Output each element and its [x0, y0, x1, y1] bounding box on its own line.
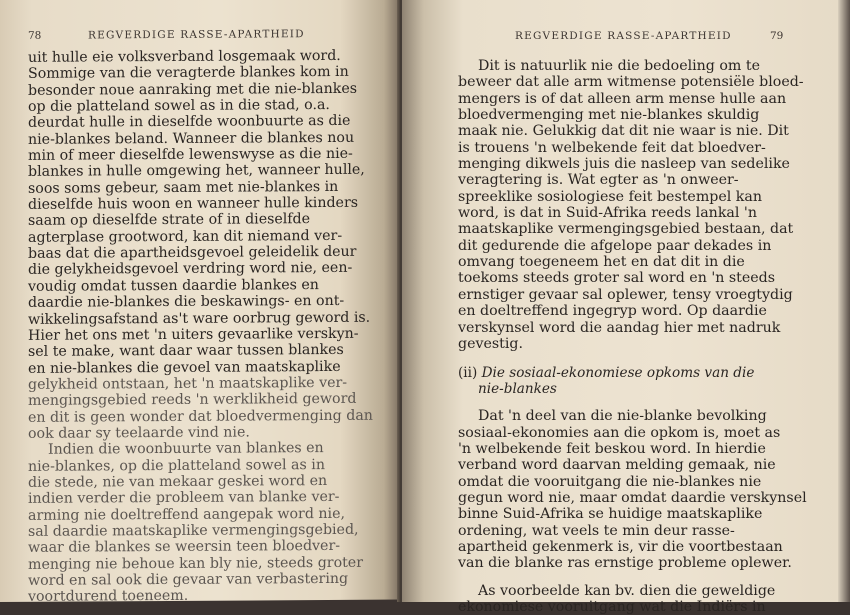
text-line: en nie-blankes die gevoel van maatskaplike — [28, 358, 341, 377]
text-line: sal daardie maatskaplike vermengingsgebied, — [28, 521, 359, 540]
text-line: van die blanke ras ernstige probleme oplewer. — [458, 555, 792, 572]
text-line: agterplase grootword, kan dit niemand ver- — [28, 227, 343, 246]
text-line: dieselfde huis woon en wanneer hulle kinders — [28, 194, 359, 213]
text-line: As voorbeelde kan bv. dien die geweldige — [478, 582, 776, 599]
running-head: REGVERDIGE RASSE-APARTHEID — [88, 28, 305, 42]
text-line: binne Suid-Afrika se huidige maatskaplike — [458, 506, 763, 523]
page-edge — [838, 0, 850, 602]
left-page — [0, 0, 400, 606]
text-line: omvang toegeneem het en dat dit in die — [458, 254, 745, 271]
text-line: verband word daarvan melding gemaak, nie — [458, 457, 776, 474]
text-line: beweer dat alle arm witmense potensiële bloed- — [458, 74, 804, 91]
text-line: die stede, nie van mekaar geskei word en — [28, 472, 328, 491]
text-line: en doeltreffend ingegryp word. Op daardie — [458, 303, 767, 320]
section-heading — [458, 366, 804, 397]
text-line: word en sal ook die gevaar van verbastering — [28, 570, 349, 589]
text-line: uit hulle eie volksverband losgemaak word. — [28, 47, 341, 66]
text-line: baas dat die apartheidsgevoel geleidelik deur — [28, 243, 357, 262]
text-line: nie-blankes, op die platteland sowel as in — [28, 456, 325, 475]
text-line: maatskaplike vermengingsgebied bestaan, dat — [458, 221, 794, 238]
text-line: en dit is geen wonder dat bloedvermenging dan — [28, 407, 373, 426]
text-line: besonder noue aanraking met die nie-blankes — [28, 80, 358, 99]
text-line: dit gedurende die afgelope paar dekades in — [458, 237, 772, 254]
text-line: ook daar sy teelaarde vind nie. — [28, 424, 250, 442]
text-line: op die platteland sowel as in die stad, o.a. — [28, 97, 330, 115]
body-text — [28, 47, 373, 606]
text-line: ernstiger gevaar sal oplewer, tensy vroegtydig — [458, 286, 793, 303]
section-title: Die sosiaal-ekonomiese opkoms van die — [481, 365, 755, 382]
text-line: min of meer dieselfde lewenswyse as die nie- — [28, 145, 353, 164]
text-line: ordening, wat veels te min deur rasse- — [458, 522, 735, 539]
text-line: word, is dat in Suid-Afrika reeds lankal 'n — [458, 205, 757, 222]
text-line: toekoms steeds groter sal word en 'n steeds — [458, 270, 776, 287]
page-number: 79 — [770, 30, 784, 42]
text-line: Indien die woonbuurte van blankes en — [48, 440, 324, 458]
running-head: REGVERDIGE RASSE-APARTHEID — [515, 30, 732, 42]
text-line: menging dikwels juis die nasleep van sedelike — [458, 156, 790, 173]
section-number: (ii) — [458, 365, 478, 382]
text-line: saam op dieselfde strate of in dieselfde — [28, 211, 311, 230]
text-line: spreeklike sosiologiese feit bestempel kan — [458, 188, 762, 205]
text-line: blankes in hulle omgewing het, wanneer hulle, — [28, 162, 365, 181]
text-line: gegun word nie, maar omdat daardie verskynsel — [458, 489, 807, 506]
text-line: bloedvermenging met nie-blankes skuldig — [458, 107, 760, 124]
text-line: veragtering is. Wat egter as 'n onweer- — [458, 172, 739, 189]
text-line: Dat 'n deel van die nie-blanke bevolking — [478, 408, 767, 425]
body-text — [458, 58, 807, 615]
text-line: gevestig. — [458, 335, 524, 352]
text-line: Sommige van die veragterde blankes kom in — [28, 64, 349, 83]
text-line: voortdurend toeneem. — [28, 588, 189, 606]
section-title-continued: nie-blankes — [478, 380, 557, 397]
text-line: wikkelingsafstand as't ware oorbrug geword is. — [28, 309, 371, 328]
text-line: mengingsgebied reeds 'n werklikheid geword — [28, 391, 357, 410]
text-line: apartheid gekenmerk is, vir die voortbestaan — [458, 538, 783, 555]
right-page — [402, 0, 838, 615]
text-line: die gelykheidsgevoel verdring word nie, een- — [28, 260, 353, 279]
text-line: indien verder die probleem van blanke ver- — [28, 489, 340, 508]
text-line: daardie nie-blankes die beskawings- en ont- — [28, 293, 345, 311]
text-line: waar die blankes se weersin teen bloedver- — [28, 538, 341, 557]
text-line: nie-blankes beland. Wanneer die blankes nou — [28, 129, 355, 148]
text-line: 'n welbekende feit beskou word. In hierdie — [458, 440, 766, 457]
text-line: menging nie behoue kan bly nie, steeds groter — [28, 554, 363, 573]
text-line: maak nie. Gelukkig dat dit nie waar is nie. Dit — [458, 123, 789, 140]
text-line: soos soms gebeur, saam met nie-blankes in — [28, 178, 339, 197]
text-line: verskynsel word die aandag hier met nadruk — [458, 319, 781, 336]
text-line: sel te make, want daar waar tussen blankes — [28, 342, 344, 361]
text-line: gelykheid ontstaan, het 'n maatskaplike ver- — [28, 374, 348, 393]
text-line: voudig omdat tussen daardie blankes en — [28, 276, 319, 295]
text-line: ekonomiese vooruitgang wat die Indiërs in — [458, 598, 766, 615]
text-line: Dit is natuurlik nie die bedoeling om te — [478, 58, 760, 74]
text-line: sosiaal-ekonomies aan die opkom is, moet as — [458, 424, 781, 441]
text-line: mengers is of dat alleen arm mense hulle aan — [458, 90, 787, 107]
text-line: is trouens 'n welbekende feit dat bloedver- — [458, 139, 766, 156]
page-number: 78 — [28, 29, 42, 42]
text-line: arming nie doeltreffend aangepak word nie, — [28, 505, 346, 524]
text-line: Hier het ons met 'n uiters gevaarlike verskyn- — [28, 325, 359, 344]
text-line: deurdat hulle in dieselfde woonbuurte as die — [28, 113, 351, 132]
text-line: omdat die vooruitgang die nie-blankes nie — [458, 473, 762, 490]
